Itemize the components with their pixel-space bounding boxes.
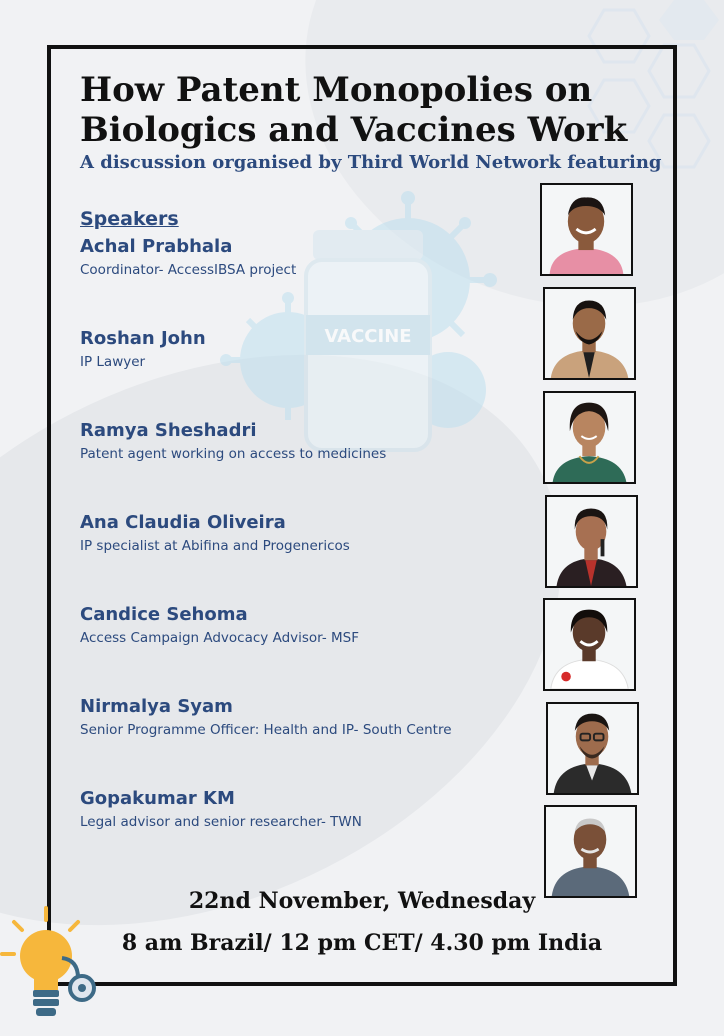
speaker-photo bbox=[540, 183, 633, 276]
speaker-role: Coordinator- AccessIBSA project bbox=[80, 262, 297, 278]
vaccine-label: VACCINE bbox=[324, 326, 412, 347]
speakers-heading: Speakers bbox=[80, 208, 179, 230]
event-time: 8 am Brazil/ 12 pm CET/ 4.30 pm India bbox=[121, 930, 603, 956]
title-line-1: How Patent Monopolies on bbox=[80, 70, 593, 110]
speaker-role: Senior Programme Officer: Health and IP- South Centre bbox=[80, 722, 452, 738]
speaker-entry bbox=[80, 604, 359, 647]
poster-subtitle: A discussion organised by Third World Network featuring bbox=[80, 152, 662, 173]
speaker-entry bbox=[80, 788, 362, 831]
lightbulb-icon bbox=[0, 900, 110, 1024]
speaker-photo bbox=[543, 391, 636, 484]
speaker-name: Gopakumar KM bbox=[80, 788, 235, 809]
poster-title bbox=[80, 70, 660, 150]
speaker-role: IP Lawyer bbox=[80, 354, 146, 370]
speaker-role: IP specialist at Abifina and Progenericos bbox=[80, 538, 350, 554]
speaker-entry bbox=[80, 328, 206, 371]
speaker-name: Candice Sehoma bbox=[80, 604, 248, 625]
speaker-entry bbox=[80, 236, 296, 279]
speaker-name: Ana Claudia Oliveira bbox=[80, 512, 286, 533]
speaker-photo bbox=[543, 598, 636, 691]
speaker-entry bbox=[80, 696, 452, 739]
speaker-role: Legal advisor and senior researcher- TWN bbox=[80, 814, 362, 830]
speaker-photo bbox=[543, 287, 636, 380]
speaker-entry bbox=[80, 420, 386, 463]
speaker-name: Roshan John bbox=[80, 328, 206, 349]
speaker-photo bbox=[545, 495, 638, 588]
speaker-name: Nirmalya Syam bbox=[80, 696, 233, 717]
speaker-name: Achal Prabhala bbox=[80, 236, 233, 257]
speaker-role: Access Campaign Advocacy Advisor- MSF bbox=[80, 630, 360, 646]
speaker-entry bbox=[80, 512, 350, 555]
speaker-photo bbox=[546, 702, 639, 795]
speaker-photo bbox=[544, 805, 637, 898]
speaker-role: Patent agent working on access to medicines bbox=[80, 446, 387, 462]
title-line-2: Biologics and Vaccines Work bbox=[80, 110, 628, 150]
event-date: 22nd November, Wednesday bbox=[188, 888, 536, 914]
speaker-name: Ramya Sheshadri bbox=[80, 420, 257, 441]
